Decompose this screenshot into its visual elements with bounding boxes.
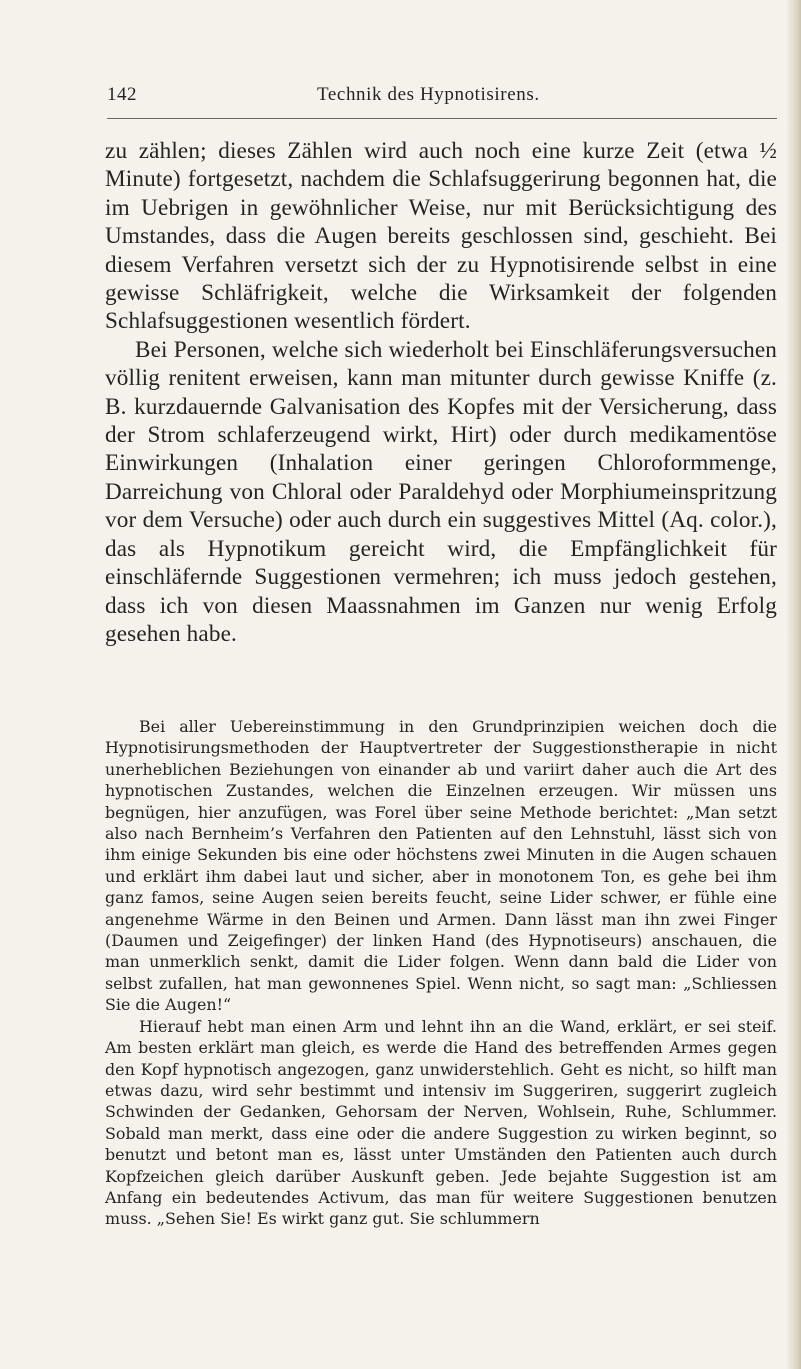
page-number: 142 bbox=[107, 84, 137, 105]
main-text bbox=[105, 137, 777, 648]
small-print-text bbox=[105, 716, 777, 1230]
running-head: Technik des Hypnotisirens. bbox=[317, 84, 540, 105]
small-paragraph-2: Hierauf hebt man einen Arm und lehnt ihn an die Wand, erklärt, er sei steif. Am besten erklärt man gleich, es werde die Hand des betreffenden Armes gegen den Kopf hypnotisch angezogen, ganz unwiderstehlich. Geht es nicht, so hilft man etwas dazu, wird sehr bestimmt und intensiv im Suggeriren, suggerirt zugleich Schwinden der Gedanken, Gehorsam der Nerven, Wohlsein, Ruhe, Schlummer. Sobald man merkt, dass eine oder die andere Suggestion zu wirken beginnt, so benutzt und betont man es, lässt unter Umständen den Patienten auch durch Kopfzeichen gleich darüber Auskunft geben. Jede bejahte Suggestion ist am Anfang ein bedeutendes Activum, das man für weitere Suggestionen benutzen muss. „Sehen Sie! Es wirkt ganz gut. Sie schlummern bbox=[105, 1016, 777, 1229]
page-edge-shadow bbox=[787, 0, 801, 1369]
main-paragraph-2: Bei Personen, welche sich wiederholt bei Einschläferungsversuchen völlig renitent erweisen, kann man mitunter durch gewisse Kniffe (z. B. kurzdauernde Galvanisation des Kopfes mit der Versicherung, dass der Strom schlaferzeugend wirkt, Hirt) oder durch medikamentöse Einwirkungen (Inhalation einer geringen Chloroformmenge, Darreichung von Chloral oder Paraldehyd oder Morphiumeinspritzung vor dem Versuche) oder auch durch ein suggestives Mittel (Aq. color.), das als Hypnotikum gereicht wird, die Empfänglichkeit für einschläfernde Suggestionen vermehren; ich muss jedoch gestehen, dass ich von diesen Maassnahmen im Ganzen nur wenig Erfolg gesehen habe. bbox=[105, 336, 777, 647]
small-paragraph-1: Bei aller Uebereinstimmung in den Grundprinzipien weichen doch die Hypnotisirungsmethoden der Hauptvertreter der Suggestionstherapie in nicht unerheblichen Beziehungen von einander ab und variirt daher auch die Art des hypnotischen Zustandes, welchen die Einzelnen erzeugen. Wir müssen uns begnügen, hier anzufügen, was Forel über seine Methode berichtet: „Man setzt also nach Bernheim’s Verfahren den Patienten auf den Lehnstuhl, lässt sich von ihm einige Sekunden bis eine oder höchstens zwei Minuten in die Augen schauen und erklärt ihm dabei laut und sicher, aber in monotonem Ton, es gehe bei ihm ganz famos, seine Augen seien bereits feucht, seine Lider schwer, er fühle eine angenehme Wärme in den Beinen und Armen. Dann lässt man ihn zwei Finger (Daumen und Zeigefinger) der linken Hand (des Hypnotiseurs) anschauen, die man unmerklich senkt, damit die Lider folgen. Wenn dann bald die Lider von selbst zufallen, hat man gewonnenes Spiel. Wenn nicht, so sagt man: „Schliessen Sie die Augen!“ bbox=[105, 717, 777, 1015]
header-rule bbox=[107, 118, 777, 119]
page-header bbox=[107, 82, 777, 116]
main-paragraph-1: zu zählen; dieses Zählen wird auch noch eine kurze Zeit (etwa ½ Minute) fortgesetzt, nachdem die Schlafsuggerirung begonnen hat, die im Uebrigen in gewöhnlicher Weise, nur mit Berücksichtigung des Umstandes, dass die Augen bereits geschlossen sind, geschieht. Bei diesem Verfahren versetzt sich der zu Hypnotisirende selbst in eine gewisse Schläfrigkeit, welche die Wirksamkeit der folgenden Schlafsuggestionen wesentlich fördert. bbox=[105, 138, 777, 335]
